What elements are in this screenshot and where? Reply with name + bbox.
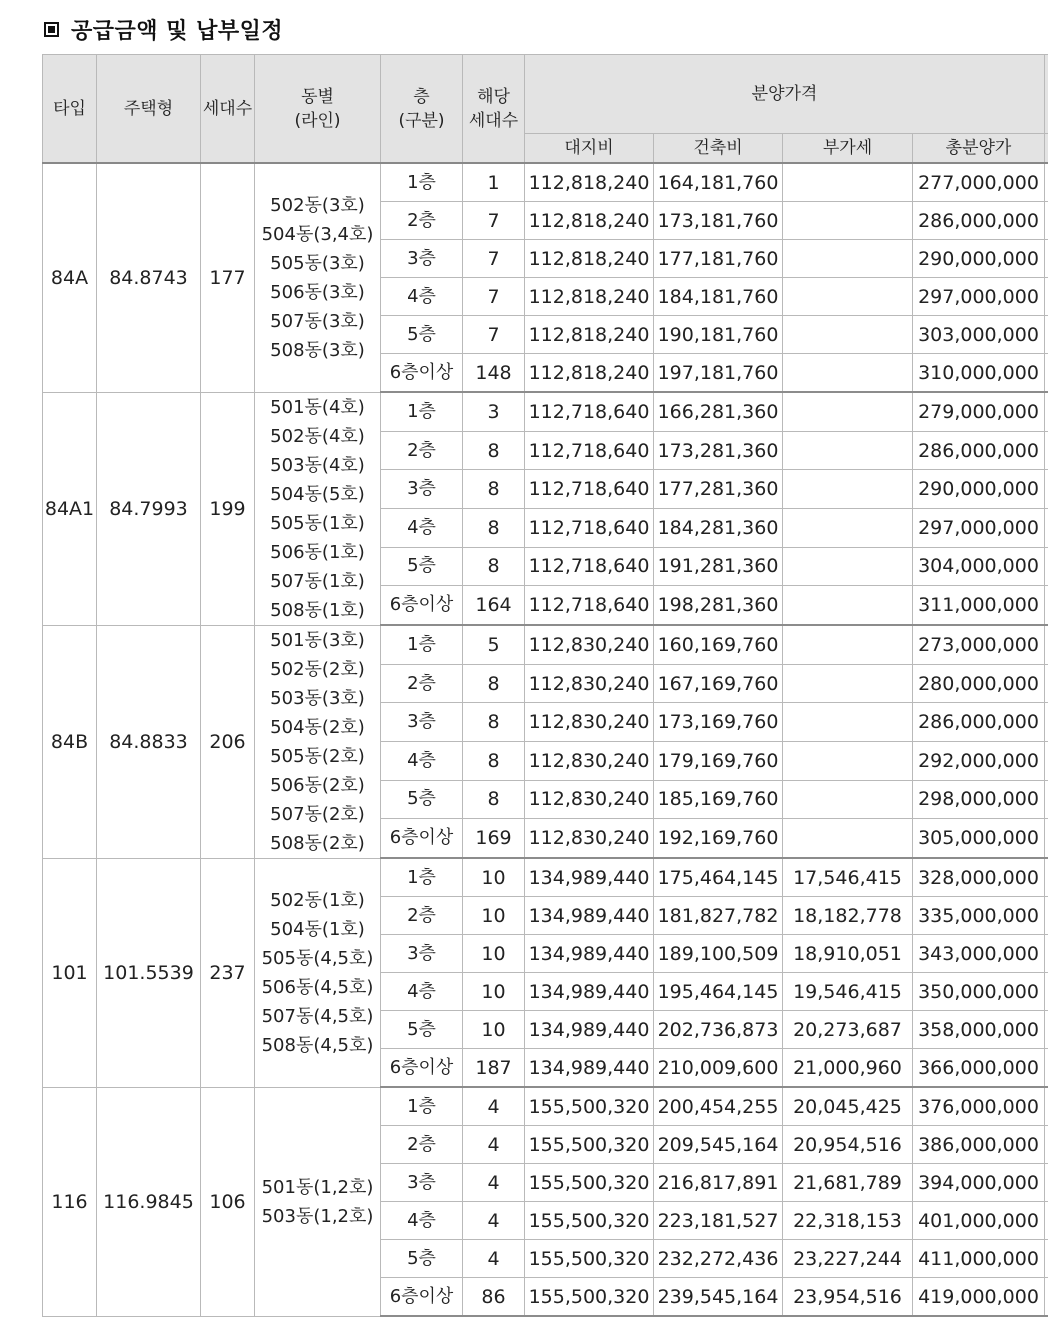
floor-units-cell: 8 <box>463 431 525 470</box>
vat-cell <box>783 240 913 278</box>
floor-units-cell: 4 <box>463 1087 525 1126</box>
building-cost-cell: 173,181,760 <box>654 202 783 240</box>
building-cost-cell: 173,281,360 <box>654 431 783 470</box>
header-floor-line2: (구분) <box>381 109 462 133</box>
dong-line: 502동(3호) <box>255 191 380 220</box>
land-cost-cell: 134,989,440 <box>525 935 654 973</box>
floor-cell: 4층 <box>381 973 463 1011</box>
dong-line: 505동(3호) <box>255 249 380 278</box>
vat-cell: 18,910,051 <box>783 935 913 973</box>
total-price-cell: 297,000,000 <box>913 278 1045 316</box>
land-cost-cell: 155,500,320 <box>525 1202 654 1240</box>
building-cost-cell: 167,169,760 <box>654 664 783 703</box>
extra-cell <box>1045 547 1048 586</box>
dong-line: 504동(5호) <box>255 480 380 509</box>
floor-cell: 4층 <box>381 1202 463 1240</box>
vat-cell: 23,227,244 <box>783 1240 913 1278</box>
floor-cell: 3층 <box>381 470 463 509</box>
extra-cell <box>1045 1240 1048 1278</box>
housing-type-cell: 84.8833 <box>97 625 201 858</box>
header-floor-units <box>463 55 525 164</box>
total-price-cell: 297,000,000 <box>913 508 1045 547</box>
floor-cell: 5층 <box>381 780 463 819</box>
floor-units-cell: 7 <box>463 278 525 316</box>
header-land: 대지비 <box>525 134 654 164</box>
total-price-cell: 277,000,000 <box>913 163 1045 202</box>
building-cost-cell: 190,181,760 <box>654 316 783 354</box>
total-price-cell: 290,000,000 <box>913 470 1045 509</box>
dong-line: 508동(2호) <box>255 829 380 858</box>
total-price-cell: 328,000,000 <box>913 858 1045 897</box>
total-price-cell: 290,000,000 <box>913 240 1045 278</box>
units-cell: 237 <box>201 858 255 1087</box>
floor-cell: 2층 <box>381 664 463 703</box>
dong-cell <box>255 625 381 858</box>
total-price-cell: 386,000,000 <box>913 1126 1045 1164</box>
total-price-cell: 286,000,000 <box>913 202 1045 240</box>
price-table <box>42 54 1048 1317</box>
floor-units-cell: 7 <box>463 240 525 278</box>
extra-cell <box>1045 163 1048 202</box>
land-cost-cell: 112,718,640 <box>525 431 654 470</box>
land-cost-cell: 134,989,440 <box>525 1011 654 1049</box>
building-cost-cell: 200,454,255 <box>654 1087 783 1126</box>
floor-cell: 2층 <box>381 202 463 240</box>
building-cost-cell: 202,736,873 <box>654 1011 783 1049</box>
floor-cell: 4층 <box>381 741 463 780</box>
floor-units-cell: 169 <box>463 819 525 858</box>
total-price-cell: 394,000,000 <box>913 1164 1045 1202</box>
extra-cell <box>1045 1087 1048 1126</box>
building-cost-cell: 195,464,145 <box>654 973 783 1011</box>
floor-cell: 2층 <box>381 431 463 470</box>
land-cost-cell: 134,989,440 <box>525 973 654 1011</box>
header-floor-line1: 층 <box>381 85 462 109</box>
table-header <box>43 55 1048 164</box>
dong-line: 502동(4호) <box>255 422 380 451</box>
dong-line: 508동(4,5호) <box>255 1031 380 1060</box>
floor-units-cell: 10 <box>463 897 525 935</box>
dong-line: 505동(1호) <box>255 509 380 538</box>
dong-line: 508동(3호) <box>255 336 380 365</box>
vat-cell <box>783 316 913 354</box>
housing-type-cell: 116.9845 <box>97 1087 201 1316</box>
land-cost-cell: 112,718,640 <box>525 508 654 547</box>
dong-line: 504동(3,4호) <box>255 220 380 249</box>
extra-cell <box>1045 625 1048 664</box>
vat-cell: 19,546,415 <box>783 973 913 1011</box>
land-cost-cell: 155,500,320 <box>525 1240 654 1278</box>
land-cost-cell: 134,989,440 <box>525 858 654 897</box>
dong-line: 506동(2호) <box>255 771 380 800</box>
floor-cell: 3층 <box>381 1164 463 1202</box>
extra-cell <box>1045 586 1048 625</box>
floor-units-cell: 7 <box>463 202 525 240</box>
land-cost-cell: 134,989,440 <box>525 897 654 935</box>
extra-cell <box>1045 1164 1048 1202</box>
dong-line: 501동(4호) <box>255 393 380 422</box>
total-price-cell: 419,000,000 <box>913 1278 1045 1317</box>
building-cost-cell: 198,281,360 <box>654 586 783 625</box>
extra-cell <box>1045 935 1048 973</box>
header-dong-line2: (라인) <box>255 109 380 133</box>
building-cost-cell: 177,181,760 <box>654 240 783 278</box>
floor-cell: 1층 <box>381 392 463 431</box>
total-price-cell: 310,000,000 <box>913 354 1045 393</box>
dong-line: 506동(1호) <box>255 538 380 567</box>
dong-line: 504동(1호) <box>255 915 380 944</box>
building-cost-cell: 179,169,760 <box>654 741 783 780</box>
vat-cell: 20,954,516 <box>783 1126 913 1164</box>
land-cost-cell: 112,718,640 <box>525 470 654 509</box>
type-cell: 116 <box>43 1087 97 1316</box>
total-price-cell: 304,000,000 <box>913 547 1045 586</box>
total-price-cell: 401,000,000 <box>913 1202 1045 1240</box>
extra-cell <box>1045 470 1048 509</box>
header-floor <box>381 55 463 164</box>
floor-units-cell: 8 <box>463 547 525 586</box>
land-cost-cell: 112,830,240 <box>525 780 654 819</box>
table-row <box>43 163 1048 202</box>
dong-line: 506동(4,5호) <box>255 973 380 1002</box>
units-cell: 106 <box>201 1087 255 1316</box>
header-dong-line1: 동별 <box>255 85 380 109</box>
vat-cell <box>783 780 913 819</box>
vat-cell: 17,546,415 <box>783 858 913 897</box>
header-units: 세대수 <box>201 55 255 164</box>
total-price-cell: 298,000,000 <box>913 780 1045 819</box>
units-cell: 177 <box>201 163 255 392</box>
vat-cell <box>783 664 913 703</box>
dong-line: 507동(2호) <box>255 800 380 829</box>
total-price-cell: 335,000,000 <box>913 897 1045 935</box>
floor-units-cell: 7 <box>463 316 525 354</box>
building-cost-cell: 160,169,760 <box>654 625 783 664</box>
total-price-cell: 305,000,000 <box>913 819 1045 858</box>
dong-line: 508동(1호) <box>255 596 380 625</box>
land-cost-cell: 112,830,240 <box>525 664 654 703</box>
vat-cell <box>783 278 913 316</box>
building-cost-cell: 185,169,760 <box>654 780 783 819</box>
type-cell: 101 <box>43 858 97 1087</box>
extra-cell <box>1045 1049 1048 1088</box>
header-extra-col2 <box>1045 134 1048 164</box>
floor-cell: 3층 <box>381 703 463 742</box>
floor-cell: 1층 <box>381 858 463 897</box>
floor-units-cell: 5 <box>463 625 525 664</box>
header-total: 총분양가 <box>913 134 1045 164</box>
header-floor-units-line2: 세대수 <box>463 109 524 133</box>
extra-cell <box>1045 780 1048 819</box>
building-cost-cell: 223,181,527 <box>654 1202 783 1240</box>
building-cost-cell: 232,272,436 <box>654 1240 783 1278</box>
floor-units-cell: 86 <box>463 1278 525 1317</box>
housing-type-cell: 84.8743 <box>97 163 201 392</box>
housing-type-cell: 84.7993 <box>97 392 201 625</box>
building-cost-cell: 175,464,145 <box>654 858 783 897</box>
land-cost-cell: 112,830,240 <box>525 819 654 858</box>
building-cost-cell: 173,169,760 <box>654 703 783 742</box>
header-housing-type: 주택형 <box>97 55 201 164</box>
floor-cell: 6층이상 <box>381 1278 463 1317</box>
type-cell: 84A1 <box>43 392 97 625</box>
dong-line: 507동(1호) <box>255 567 380 596</box>
land-cost-cell: 112,718,640 <box>525 586 654 625</box>
header-price-group: 분양가격 <box>525 55 1045 134</box>
section-title-text: 공급금액 및 납부일정 <box>71 14 283 45</box>
building-cost-cell: 189,100,509 <box>654 935 783 973</box>
land-cost-cell: 112,830,240 <box>525 625 654 664</box>
vat-cell <box>783 741 913 780</box>
building-cost-cell: 209,545,164 <box>654 1126 783 1164</box>
floor-cell: 6층이상 <box>381 354 463 393</box>
extra-cell <box>1045 1278 1048 1317</box>
floor-units-cell: 10 <box>463 935 525 973</box>
housing-type-cell: 101.5539 <box>97 858 201 1087</box>
vat-cell: 20,045,425 <box>783 1087 913 1126</box>
section-title <box>44 12 283 46</box>
land-cost-cell: 155,500,320 <box>525 1164 654 1202</box>
extra-cell <box>1045 858 1048 897</box>
vat-cell <box>783 431 913 470</box>
type-cell: 84A <box>43 163 97 392</box>
building-cost-cell: 216,817,891 <box>654 1164 783 1202</box>
building-cost-cell: 166,281,360 <box>654 392 783 431</box>
extra-cell <box>1045 703 1048 742</box>
land-cost-cell: 155,500,320 <box>525 1087 654 1126</box>
vat-cell: 21,681,789 <box>783 1164 913 1202</box>
dong-line: 507동(4,5호) <box>255 1002 380 1031</box>
total-price-cell: 376,000,000 <box>913 1087 1045 1126</box>
table-body <box>43 163 1048 1316</box>
vat-cell <box>783 703 913 742</box>
total-price-cell: 279,000,000 <box>913 392 1045 431</box>
floor-units-cell: 164 <box>463 586 525 625</box>
total-price-cell: 303,000,000 <box>913 316 1045 354</box>
table-row <box>43 858 1048 897</box>
floor-cell: 6층이상 <box>381 1049 463 1088</box>
total-price-cell: 311,000,000 <box>913 586 1045 625</box>
extra-cell <box>1045 973 1048 1011</box>
extra-cell <box>1045 819 1048 858</box>
floor-units-cell: 10 <box>463 973 525 1011</box>
land-cost-cell: 112,830,240 <box>525 703 654 742</box>
total-price-cell: 366,000,000 <box>913 1049 1045 1088</box>
floor-units-cell: 3 <box>463 392 525 431</box>
extra-cell <box>1045 240 1048 278</box>
vat-cell <box>783 547 913 586</box>
vat-cell: 18,182,778 <box>783 897 913 935</box>
extra-cell <box>1045 1011 1048 1049</box>
land-cost-cell: 155,500,320 <box>525 1278 654 1317</box>
vat-cell <box>783 354 913 393</box>
vat-cell <box>783 202 913 240</box>
building-cost-cell: 177,281,360 <box>654 470 783 509</box>
header-floor-units-line1: 해당 <box>463 85 524 109</box>
extra-cell <box>1045 1202 1048 1240</box>
floor-cell: 6층이상 <box>381 819 463 858</box>
land-cost-cell: 112,818,240 <box>525 163 654 202</box>
dong-line: 501동(3호) <box>255 626 380 655</box>
land-cost-cell: 112,830,240 <box>525 741 654 780</box>
floor-units-cell: 1 <box>463 163 525 202</box>
dong-line: 504동(2호) <box>255 713 380 742</box>
total-price-cell: 292,000,000 <box>913 741 1045 780</box>
table-row <box>43 392 1048 431</box>
land-cost-cell: 134,989,440 <box>525 1049 654 1088</box>
total-price-cell: 273,000,000 <box>913 625 1045 664</box>
building-cost-cell: 197,181,760 <box>654 354 783 393</box>
dong-line: 503동(4호) <box>255 451 380 480</box>
building-cost-cell: 210,009,600 <box>654 1049 783 1088</box>
dong-cell <box>255 858 381 1087</box>
total-price-cell: 411,000,000 <box>913 1240 1045 1278</box>
land-cost-cell: 112,818,240 <box>525 278 654 316</box>
dong-line: 502동(2호) <box>255 655 380 684</box>
type-cell: 84B <box>43 625 97 858</box>
floor-units-cell: 8 <box>463 703 525 742</box>
dong-line: 507동(3호) <box>255 307 380 336</box>
floor-units-cell: 10 <box>463 858 525 897</box>
floor-cell: 1층 <box>381 1087 463 1126</box>
floor-units-cell: 8 <box>463 741 525 780</box>
total-price-cell: 286,000,000 <box>913 431 1045 470</box>
dong-line: 502동(1호) <box>255 886 380 915</box>
land-cost-cell: 155,500,320 <box>525 1126 654 1164</box>
extra-cell <box>1045 1126 1048 1164</box>
extra-cell <box>1045 431 1048 470</box>
floor-units-cell: 4 <box>463 1240 525 1278</box>
dong-line: 505동(4,5호) <box>255 944 380 973</box>
floor-cell: 4층 <box>381 508 463 547</box>
dong-line: 501동(1,2호) <box>255 1173 380 1202</box>
building-cost-cell: 181,827,782 <box>654 897 783 935</box>
floor-units-cell: 8 <box>463 780 525 819</box>
extra-cell <box>1045 278 1048 316</box>
table-row <box>43 1087 1048 1126</box>
vat-cell: 20,273,687 <box>783 1011 913 1049</box>
header-type: 타입 <box>43 55 97 164</box>
building-cost-cell: 184,281,360 <box>654 508 783 547</box>
vat-cell: 22,318,153 <box>783 1202 913 1240</box>
vat-cell: 21,000,960 <box>783 1049 913 1088</box>
table-row <box>43 625 1048 664</box>
extra-cell <box>1045 354 1048 393</box>
extra-cell <box>1045 202 1048 240</box>
floor-units-cell: 8 <box>463 664 525 703</box>
total-price-cell: 343,000,000 <box>913 935 1045 973</box>
header-vat: 부가세 <box>783 134 913 164</box>
floor-units-cell: 4 <box>463 1202 525 1240</box>
building-cost-cell: 191,281,360 <box>654 547 783 586</box>
units-cell: 206 <box>201 625 255 858</box>
vat-cell <box>783 819 913 858</box>
building-cost-cell: 239,545,164 <box>654 1278 783 1317</box>
floor-units-cell: 4 <box>463 1164 525 1202</box>
land-cost-cell: 112,718,640 <box>525 392 654 431</box>
floor-cell: 2층 <box>381 1126 463 1164</box>
floor-units-cell: 8 <box>463 508 525 547</box>
floor-cell: 4층 <box>381 278 463 316</box>
floor-units-cell: 148 <box>463 354 525 393</box>
extra-cell <box>1045 316 1048 354</box>
total-price-cell: 286,000,000 <box>913 703 1045 742</box>
floor-cell: 1층 <box>381 163 463 202</box>
black-square-icon <box>44 22 59 37</box>
dong-cell <box>255 163 381 392</box>
floor-cell: 3층 <box>381 240 463 278</box>
total-price-cell: 350,000,000 <box>913 973 1045 1011</box>
vat-cell <box>783 625 913 664</box>
vat-cell <box>783 586 913 625</box>
dong-line: 503동(3호) <box>255 684 380 713</box>
land-cost-cell: 112,818,240 <box>525 240 654 278</box>
total-price-cell: 280,000,000 <box>913 664 1045 703</box>
land-cost-cell: 112,718,640 <box>525 547 654 586</box>
dong-cell <box>255 1087 381 1316</box>
vat-cell <box>783 392 913 431</box>
floor-cell: 3층 <box>381 935 463 973</box>
floor-cell: 6층이상 <box>381 586 463 625</box>
dong-line: 505동(2호) <box>255 742 380 771</box>
floor-cell: 2층 <box>381 897 463 935</box>
floor-cell: 5층 <box>381 547 463 586</box>
header-building: 건축비 <box>654 134 783 164</box>
header-extra-col <box>1045 55 1048 134</box>
land-cost-cell: 112,818,240 <box>525 316 654 354</box>
vat-cell <box>783 163 913 202</box>
building-cost-cell: 192,169,760 <box>654 819 783 858</box>
dong-line: 506동(3호) <box>255 278 380 307</box>
dong-line: 503동(1,2호) <box>255 1202 380 1231</box>
land-cost-cell: 112,818,240 <box>525 202 654 240</box>
units-cell: 199 <box>201 392 255 625</box>
building-cost-cell: 164,181,760 <box>654 163 783 202</box>
header-dong <box>255 55 381 164</box>
floor-cell: 1층 <box>381 625 463 664</box>
vat-cell: 23,954,516 <box>783 1278 913 1317</box>
floor-cell: 5층 <box>381 1011 463 1049</box>
extra-cell <box>1045 664 1048 703</box>
floor-cell: 5층 <box>381 1240 463 1278</box>
floor-units-cell: 8 <box>463 470 525 509</box>
floor-cell: 5층 <box>381 316 463 354</box>
extra-cell <box>1045 392 1048 431</box>
dong-cell <box>255 392 381 625</box>
floor-units-cell: 187 <box>463 1049 525 1088</box>
vat-cell <box>783 508 913 547</box>
total-price-cell: 358,000,000 <box>913 1011 1045 1049</box>
land-cost-cell: 112,818,240 <box>525 354 654 393</box>
extra-cell <box>1045 897 1048 935</box>
floor-units-cell: 4 <box>463 1126 525 1164</box>
floor-units-cell: 10 <box>463 1011 525 1049</box>
building-cost-cell: 184,181,760 <box>654 278 783 316</box>
extra-cell <box>1045 508 1048 547</box>
vat-cell <box>783 470 913 509</box>
extra-cell <box>1045 741 1048 780</box>
